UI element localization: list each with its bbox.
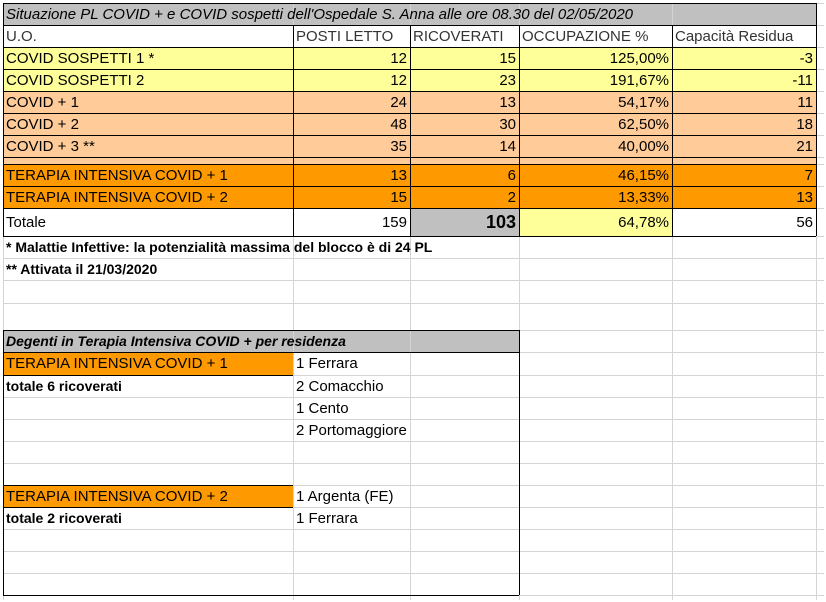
ricoverati-value[interactable]: 15 — [499, 49, 516, 67]
occupazione-value[interactable]: 46,15% — [618, 166, 669, 184]
uo-name[interactable]: TERAPIA INTENSIVA COVID + 1 — [6, 166, 228, 184]
residence-unit[interactable]: TERAPIA INTENSIVA COVID + 1 — [6, 355, 228, 372]
header-occupazione[interactable]: OCCUPAZIONE % — [522, 27, 649, 45]
posti-letto-value[interactable]: 24 — [390, 93, 407, 111]
ricoverati-value[interactable]: 14 — [499, 137, 516, 155]
residence-place[interactable]: 1 Cento — [296, 399, 349, 417]
gridline — [3, 573, 824, 574]
posti-letto-value[interactable]: 12 — [390, 71, 407, 89]
uo-name[interactable]: COVID + 2 — [6, 115, 79, 133]
ricoverati-value[interactable]: 23 — [499, 71, 516, 89]
uo-name[interactable]: COVID + 1 — [6, 93, 79, 111]
ricoverati-value[interactable]: 2 — [507, 188, 516, 206]
header-uo[interactable]: U.O. — [6, 27, 37, 45]
note-2[interactable]: ** Attivata il 21/03/2020 — [6, 261, 158, 277]
total-posti-letto[interactable]: 159 — [381, 213, 407, 231]
residence-total[interactable]: totale 2 ricoverati — [6, 510, 122, 526]
total-ricoverati[interactable]: 103 — [485, 212, 516, 232]
uo-name[interactable]: COVID SOSPETTI 2 — [6, 71, 145, 89]
gridline — [816, 25, 817, 236]
gridline — [3, 463, 824, 464]
capacita-residua-value[interactable]: 21 — [796, 137, 813, 155]
uo-name[interactable]: COVID SOSPETTI 1 * — [6, 49, 155, 67]
gridline — [519, 330, 520, 595]
occupazione-value[interactable]: 13,33% — [618, 188, 669, 206]
posti-letto-value[interactable]: 35 — [390, 137, 407, 155]
occupazione-value[interactable]: 62,50% — [618, 115, 669, 133]
posti-letto-value[interactable]: 15 — [390, 188, 407, 206]
gridline — [3, 529, 824, 530]
residence-title[interactable]: Degenti in Terapia Intensiva COVID + per residenza — [6, 333, 346, 349]
capacita-residua-value[interactable]: 7 — [804, 166, 813, 184]
residence-total[interactable]: totale 6 ricoverati — [6, 378, 122, 394]
note-1[interactable]: * Malattie Infettive: la potenzialità massima del blocco è di 24 PL — [6, 239, 433, 255]
posti-letto-value[interactable]: 13 — [390, 166, 407, 184]
total-occupazione[interactable]: 64,78% — [618, 213, 669, 231]
gridline — [3, 280, 824, 281]
capacita-residua-value[interactable]: 13 — [796, 188, 813, 206]
residence-place[interactable]: 2 Comacchio — [296, 377, 384, 395]
occupazione-value[interactable]: 40,00% — [618, 137, 669, 155]
occupazione-value[interactable]: 125,00% — [609, 49, 669, 67]
occupazione-value[interactable]: 54,17% — [618, 93, 669, 111]
header-posti-letto[interactable]: POSTI LETTO — [296, 27, 394, 45]
residence-place[interactable]: 1 Argenta (FE) — [296, 487, 394, 505]
ricoverati-value[interactable]: 13 — [499, 93, 516, 111]
total-label[interactable]: Totale — [6, 213, 47, 231]
posti-letto-value[interactable]: 12 — [390, 49, 407, 67]
residence-place[interactable]: 1 Ferrara — [296, 509, 358, 527]
posti-letto-value[interactable]: 48 — [390, 115, 407, 133]
gridline — [816, 3, 817, 25]
total-capacita-residua[interactable]: 56 — [796, 213, 813, 231]
residence-unit[interactable]: TERAPIA INTENSIVA COVID + 2 — [6, 487, 228, 505]
ricoverati-value[interactable]: 30 — [499, 115, 516, 133]
gridline — [3, 303, 824, 304]
uo-name[interactable]: TERAPIA INTENSIVA COVID + 2 — [6, 188, 228, 206]
capacita-residua-value[interactable]: 11 — [797, 93, 813, 111]
residence-place[interactable]: 1 Ferrara — [296, 355, 358, 372]
sheet-title[interactable]: Situazione PL COVID + e COVID sospetti dell'Ospedale S. Anna alle ore 08.30 del 02/05/2020 — [6, 5, 634, 23]
capacita-residua-value[interactable]: 18 — [796, 115, 813, 133]
gridline — [3, 595, 519, 596]
gridline — [3, 441, 824, 442]
header-capacita-residua[interactable]: Capacità Residua — [675, 27, 794, 45]
residence-place[interactable]: 2 Portomaggiore — [296, 421, 407, 439]
capacita-residua-value[interactable]: -11 — [792, 71, 813, 89]
gridline — [3, 551, 824, 552]
capacita-residua-value[interactable]: -3 — [799, 49, 813, 67]
occupazione-value[interactable]: 191,67% — [609, 71, 669, 89]
header-ricoverati[interactable]: RICOVERATI — [413, 27, 504, 45]
uo-name[interactable]: COVID + 3 ** — [6, 137, 95, 155]
ricoverati-value[interactable]: 6 — [507, 166, 516, 184]
